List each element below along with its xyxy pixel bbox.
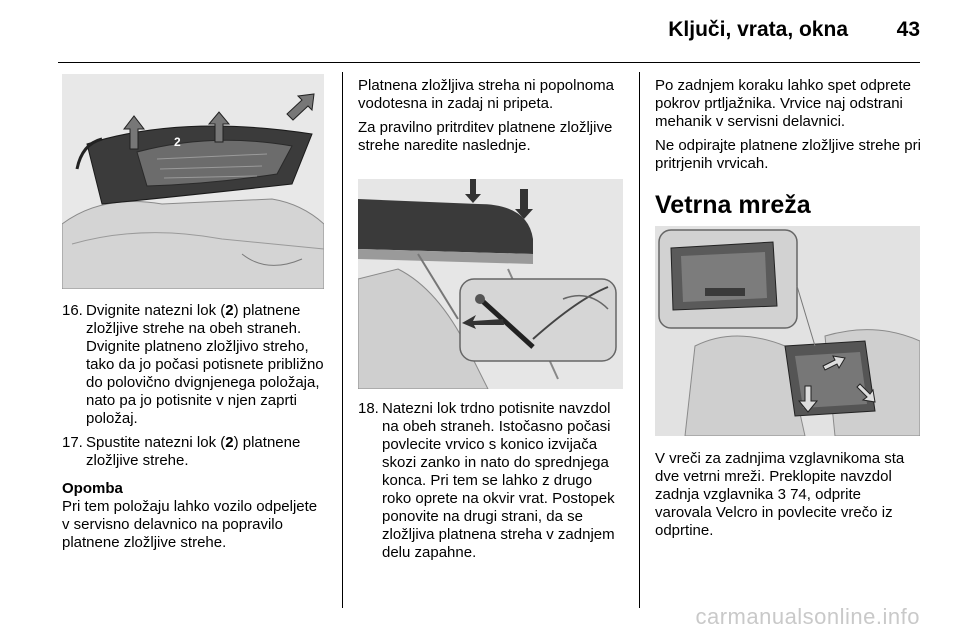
page-header [0,18,960,48]
column-3-intro [655,77,921,179]
cord-fastening-illustration [358,179,623,389]
note-text: Pri tem položaju lahko vozilo odpeljete v servisno delavnico na popravilo platnene zložljive strehe. [62,498,318,551]
step-number: 16. [62,302,83,319]
step-17: 17. Spustite natezni lok (2) platnene zložljive strehe. [62,434,301,469]
step-number: 17. [62,434,83,451]
convertible-top-lift-illustration [62,74,324,289]
note-title: Opomba [62,480,123,497]
wind-deflector-illustration [655,226,920,436]
page-number: 43 [896,18,920,41]
note-block [62,480,327,552]
paragraph-watertight: Platnena zložljiva streha ni popolnoma vodotesna in zadaj ni pripeta. [358,77,614,112]
chapter-title: Ključi, vrata, okna [668,18,848,41]
paragraph-wind-deflector: V vreči za zadnjima vzglavnikoma sta dve vetrni mreži. Preklopite navzdol zadnja vzglavnika 3 74, odprite varovala Velcro in povlecite vrečo iz odprtine. [655,450,905,539]
column-divider-1 [342,72,343,608]
step-18 [358,400,623,562]
column-3-body [655,450,921,546]
paragraph-instructions: Za pravilno pritrditev platnene zložljive strehe naredite naslednje. [358,119,613,154]
step-16: 16. Dvignite natezni lok (2) platnene zložljive strehe na obeh straneh. Dvignite platneno zložljivo streho, tako da jo počasi potisnete približno do polovično dvignjenega položaja, nato pa jo potisnite v njen zaprti položaj. [62,302,324,427]
paragraph-trunk-lid: Po zadnjem koraku lahko spet odprete pokrov prtljažnika. Vrvice naj odstrani mehanik v servisni delavnici. [655,77,911,130]
section-heading-wind-deflector: Vetrna mreža [655,191,811,219]
watermark: carmanualsonline.info [695,604,920,629]
figure-callout-2: 2 [174,135,181,149]
paragraph-warning: Ne odpirajte platnene zložljive strehe pri pritrjenih vrvicah. [655,137,921,172]
step-number: 18. [358,400,379,417]
header-rule [58,62,920,63]
column-2-intro [358,77,623,161]
column-2-step [358,400,623,568]
step-18-text: Natezni lok trdno potisnite navzdol na obeh straneh. Istočasno počasi povlecite vrvico s konico izvijača skozi zanko in nato do sprednjega konca. Pri tem se lahko z drugo roko oprete na okvir vrat. Postopek ponovite na drugi strani, da se zložljiva platnena streha v zadnjem delu zapahne. [382,400,615,561]
page-reference-icon: 3 [777,486,786,503]
column-divider-2 [639,72,640,608]
column-1-text [62,302,327,558]
